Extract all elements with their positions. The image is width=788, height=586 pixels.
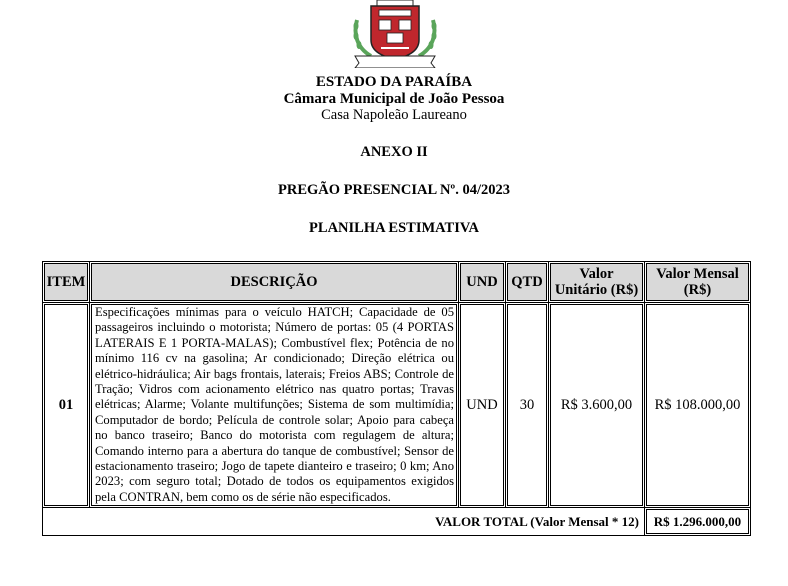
monthly-value-column-header <box>645 262 751 303</box>
monthly-value-header-line2: (R$) <box>683 282 712 298</box>
sheet-title: PLANILHA ESTIMATIVA <box>309 220 479 236</box>
coat-of-arms-logo <box>349 0 441 68</box>
monthly-value-cell: R$ 108.000,00 <box>645 303 751 508</box>
total-label: VALOR TOTAL (Valor Mensal * 12) <box>43 508 645 536</box>
table-header-row <box>43 262 751 303</box>
procurement-title: PREGÃO PRESENCIAL Nº. 04/2023 <box>278 182 510 198</box>
unit-column-header: UND <box>459 262 506 303</box>
estimate-table <box>42 261 751 536</box>
unit-value-header-line2: Unitário (R$) <box>554 282 639 298</box>
total-value: R$ 1.296.000,00 <box>645 508 751 536</box>
annex-title: ANEXO II <box>360 144 428 160</box>
qty-cell: 30 <box>506 303 549 508</box>
house-subtitle: Casa Napoleão Laureano <box>321 107 467 123</box>
state-heading: ESTADO DA PARAÍBA <box>315 74 473 90</box>
total-row <box>43 508 751 536</box>
unit-cell: UND <box>459 303 506 508</box>
item-column-header: ITEM <box>43 262 90 303</box>
description-column-header: DESCRIÇÃO <box>90 262 459 303</box>
unit-value-header-line1: Valor <box>579 266 614 282</box>
monthly-value-header-line1: Valor Mensal <box>656 266 739 282</box>
unit-value-cell: R$ 3.600,00 <box>549 303 645 508</box>
description-cell: Especificações mínimas para o veículo HATCH; Capacidade de 05 passageiros incluindo o motorista; Número de portas: 05 (4 PORTAS LATERAIS E 1 PORTA-MALAS); Combustível flex; Potência de no mínimo 116 cv na gasolina; Ar condicionado; Direção elétrica ou elétrico-hidráulica; Air bags frontais, laterais; Freios ABS; Controle de Tração; Vidros com acionamento elétrico nas quatro portas; Travas elétricas; Alarme; Volante multifunções; Sistema de som multimídia; Computador de bordo; Película de controle solar; Apoio para cabeça no banco traseiro; Banco do motorista com regulagem de altura; Comando interno para a abertura do tanque de combustível; Sensor de estacionamento traseiro; Jogo de tapete dianteiro e traseiro; 0 km; Ano 2023; com seguro total; Dotado de todos os equipamentos exigidos pela CONTRAN, bem como os de série não especificados. <box>90 303 459 508</box>
unit-value-column-header <box>549 262 645 303</box>
qty-column-header: QTD <box>506 262 549 303</box>
item-number-cell: 01 <box>43 303 90 508</box>
table-row <box>43 303 751 508</box>
chamber-heading: Câmara Municipal de João Pessoa <box>283 91 505 107</box>
